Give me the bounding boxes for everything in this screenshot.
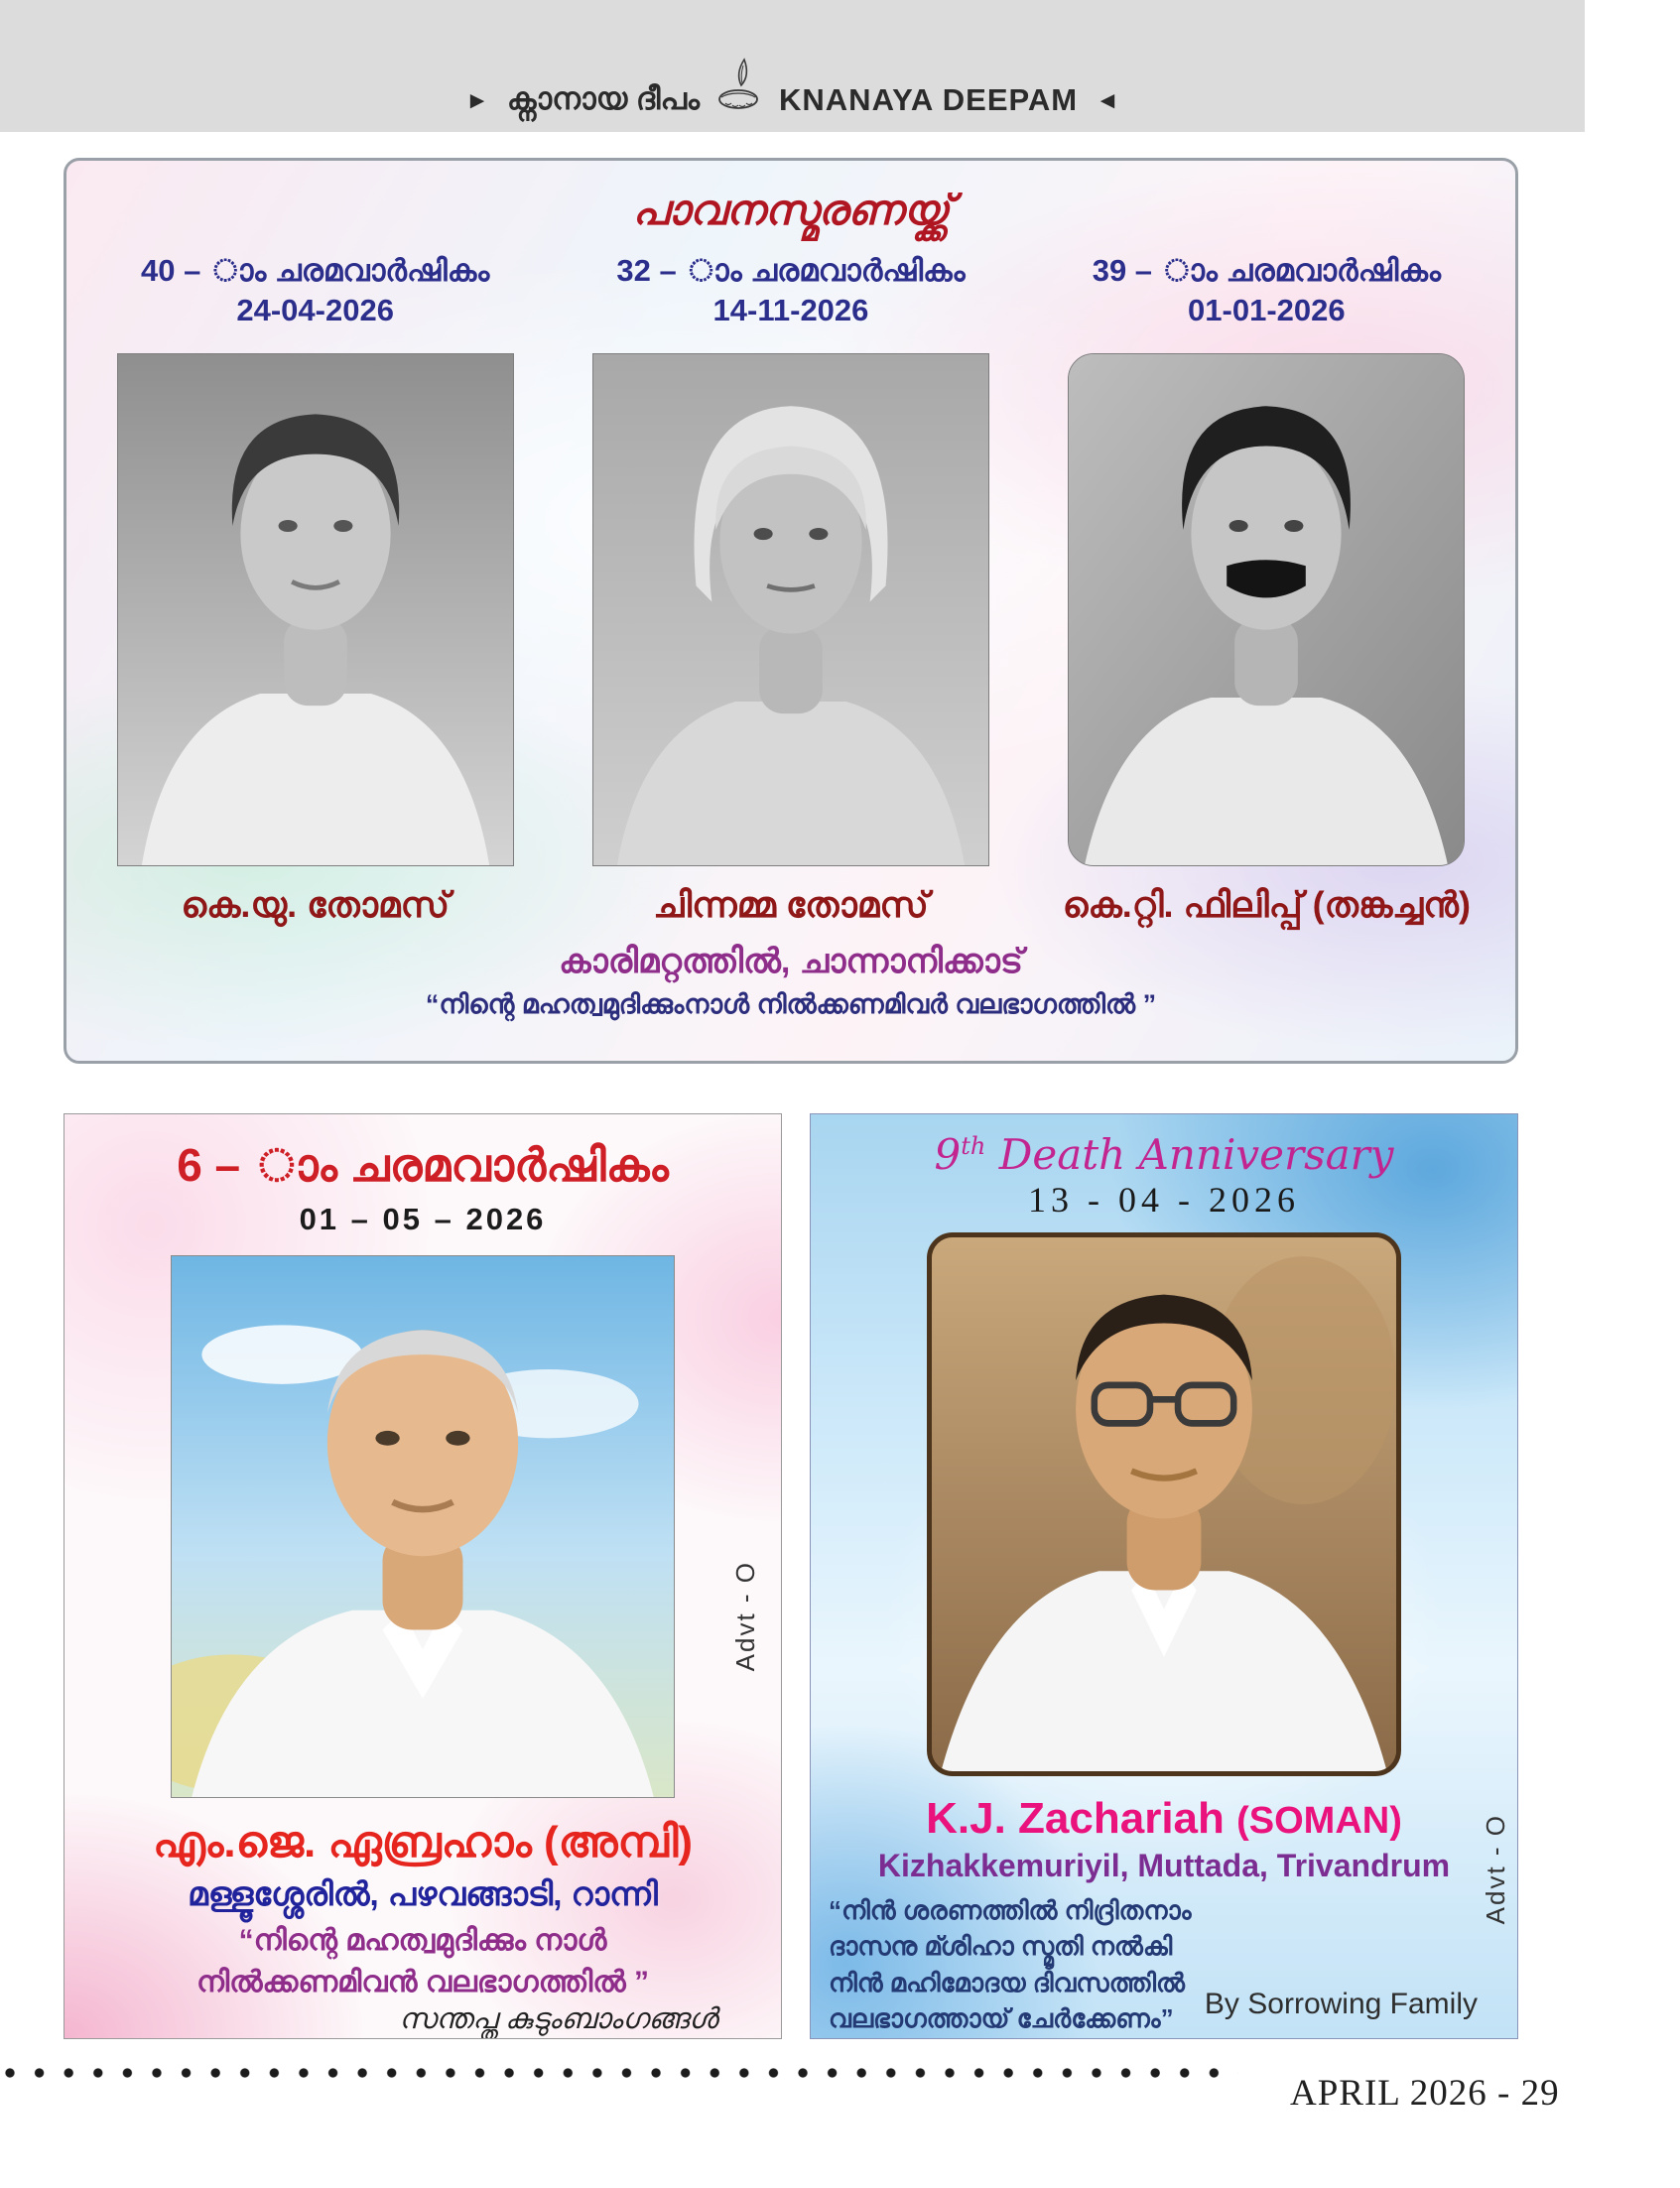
anniversary-suffix: th (961, 1132, 986, 1160)
memorial-entries (66, 251, 1515, 927)
footer-dotted-line (2, 2066, 1238, 2080)
deceased-name-main: K.J. Zachariah (926, 1794, 1225, 1843)
memorial-quote: “നിന്റെ മഹത്വമുദിക്കുംനാൾ നിൽക്കണമിവർ വലഭാഗത്തിൽ ” (425, 988, 1157, 1019)
memorial-ad-left (64, 1113, 782, 2039)
anniversary-text: Death Anniversary (985, 1130, 1394, 1179)
deceased-name: കെ.യു. തോമസ് (181, 883, 450, 925)
anniversary-number: 9 (934, 1130, 962, 1179)
deceased-name-nickname: (SOMAN) (1236, 1800, 1402, 1842)
quote-line: നിൽക്കണമിവൻ വലഭാഗത്തിൽ ” (195, 1966, 650, 1998)
anniversary-date: 13 - 04 - 2026 (1028, 1180, 1300, 1220)
memorial-quote (829, 1892, 1205, 2037)
anniversary-date: 24-04-2026 (236, 293, 394, 328)
portrait-photo-ku-thomas (117, 353, 514, 866)
memorial-ad-right (810, 1113, 1518, 2039)
page-header (0, 0, 1585, 132)
memorial-quote (65, 1920, 781, 2003)
signature-line: By Sorrowing Family (1204, 1987, 1478, 2020)
family-house-place: കാരിമറ്റത്തിൽ, ചാന്നാനിക്കാട് (559, 942, 1023, 980)
right-triangle-icon: ► (465, 87, 489, 114)
quote-signature-row (811, 1884, 1517, 2037)
signature-line: സന്തപ്ത കുടുംബാംഗങ്ങൾ (399, 2003, 717, 2035)
anniversary-date: 01-01-2026 (1188, 293, 1346, 328)
quote-line: ദാസനു മ്ശിഹാ സ്മൃതി നൽകി (829, 1931, 1173, 1962)
anniversary-label: 39 – ാം ചരമവാർഷികം (1092, 253, 1441, 288)
advt-code-label: Advt - O (1481, 1813, 1510, 1924)
deceased-name (811, 1794, 1517, 1844)
quote-line: നിൻ മഹിമോദയ ദിവസത്തിൽ (829, 1967, 1185, 1997)
memorial-title: പാവനസ്മരണയ്ക്ക് (632, 187, 950, 233)
deceased-name: എം.ജെ. ഏബ്രഹാം (അമ്പി) (152, 1818, 694, 1866)
left-triangle-icon: ◄ (1096, 87, 1119, 114)
portrait-photo-kt-philip (1068, 353, 1465, 866)
page-number-label: APRIL 2026 - 29 (1290, 2073, 1560, 2114)
magazine-title-english: KNANAYA DEEPAM (779, 82, 1079, 117)
memorial-ad-top (64, 158, 1518, 1064)
memorial-entry (1052, 251, 1482, 927)
deceased-name: ചിന്നമ്മ തോമസ് (653, 883, 929, 925)
memorial-entry (576, 251, 1005, 927)
portrait-photo-mj-abraham (171, 1255, 675, 1798)
anniversary-label: 40 – ാം ചരമവാർഷികം (141, 253, 490, 288)
magazine-title-malayalam: ക്നാനായ ദീപം (506, 81, 701, 116)
portrait-photo-kj-zachariah (927, 1232, 1401, 1776)
memorial-entry (100, 251, 530, 927)
oil-lamp-icon (717, 58, 761, 120)
anniversary-label: 32 – ാം ചരമവാർഷികം (616, 253, 966, 288)
deceased-name: കെ.റ്റി. ഫിലിപ്പ് (തങ്കച്ചൻ) (1062, 883, 1471, 925)
advt-code-label: Advt - O (730, 1561, 760, 1672)
quote-line: “നിന്റെ മഹത്വമുദിക്കും നാൾ (238, 1924, 607, 1957)
anniversary-date: 14-11-2026 (712, 293, 869, 328)
anniversary-date: 01 – 05 – 2026 (299, 1202, 547, 1236)
anniversary-label (811, 1130, 1517, 1179)
anniversary-label: 6 – ാം ചരമവാർഷികം (177, 1139, 669, 1191)
family-address: Kizhakkemuriyil, Muttada, Trivandrum (877, 1848, 1451, 1883)
portrait-photo-chinnamma-thomas (592, 353, 989, 866)
quote-line: വലഭാഗത്തായ് ചേർക്കേണം” (829, 2003, 1174, 2034)
quote-line: “നിൻ ശരണത്തിൽ നിദ്രിതനാം (829, 1895, 1192, 1925)
family-address: മള്ളൂശ്ശേരിൽ, പഴവങ്ങാടി, റാന്നി (188, 1875, 658, 1912)
